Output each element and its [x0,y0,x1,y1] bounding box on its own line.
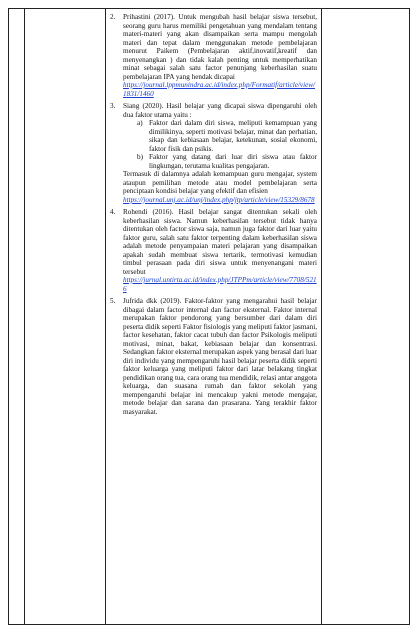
column-divider-3 [321,9,322,624]
sub-text: Faktor dari dalam diri siswa, meliputi kemampuan yang dimilikinya, seperti motivasi belajar, minat dan perhatian, sikap dan kebiasaan belajar, ketekunan, sosial ekonomi, faktor fisik dan psikis. [149,119,317,153]
column-divider-2 [105,9,106,624]
reference-link[interactable]: https://journal.unj.ac.id/unj/index.php/jtp/article/view/15329/8678 [123,195,315,204]
sub-marker: a) [137,119,143,127]
sub-marker: b) [137,153,143,161]
sub-item-a [137,119,317,153]
reference-link[interactable]: https://jurnal.untirta.ac.id/index.php/JTPPm/article/view/7708/5216 [123,276,317,293]
reference-item-3 [110,102,317,204]
reference-item-5 [110,297,317,416]
sub-text: Faktor yang datang dari luar diri siswa atau faktor lingkungan, terutama kualitas pengajaran. [149,153,317,170]
sub-list [123,119,317,170]
reference-cell [109,13,317,420]
reference-number: 5. [110,297,116,305]
reference-table [8,8,410,625]
reference-list [109,13,317,416]
reference-text: Siang (2020). Hasil belajar yang dicapai siswa dipengaruhi oleh dua faktor utama yaitu : [123,102,317,119]
reference-link[interactable]: https://journal.lppmunindra.ac.id/index.php/Formatif/article/view/1831/1460 [123,81,316,98]
column-divider-1 [24,9,25,624]
reference-item-2 [110,13,317,98]
reference-number: 2. [110,13,116,21]
sub-item-b [137,153,317,170]
reference-text: Rohendi (2016). Hasil belajar sangat ditentukan sekali oleh keberhasilan siswa. Namun keberhasilan tersebut tidak hanya ditentukan oleh factor siswa saja, namun juga faktor dari luar yaitu faktor guru, salah satu faktor terpenting dalam keberhasilan siswa adalah metode penyampaian materi pelajaran yang disampaikan apakah sudah membuat siswa tertarik, termotivasi kemudian timbul perasaan pada diri siswa untuk menyenangani materi tersebut [123,208,317,276]
reference-item-4 [110,208,317,293]
reference-number: 3. [110,102,116,110]
reference-text-continued: Termasuk di dalamnya adalah kemampuan guru mengajar, system ataupun pemilihan metode atau model pembelajaran serta penciptaan kondisi belajar yang efektif dan efisien [123,170,317,195]
reference-number: 4. [110,208,116,216]
reference-text: Prihastini (2017). Untuk mengubah hasil belajar siswa tersebut, seorang guru harus memiliki pengetahuan yang mendalam tentang materi-materi yang akan disampaikan serta mampu mengolah materi dan tepat dalam menggunakan metode pembelajaran menurut Paikem (Pembelajaran aktif,inovatif,kreatif dan menyenangkan ) dan tidak kalah penting untuk memperhatikan minat sebagai salah satu factor penunjang keberhasilan suatu pembelajaran IPA yang hendak dicapai [123,13,317,81]
reference-text: Jufrida dkk (2019). Faktor-faktor yang mengarahui hasil belajar dibagai dalam factor internal dan factor eksternal. Faktor internal merupakan faktor pendorong yang bersumber dari dalam diri peserta didik seperti Faktor fisiologis yang meliputi faktor jasmani, factor kesehatan, faktor cacat tubuh dan factor Psikologis meliputi motivasi, minat, bakat, kebiasaan belajar dan konsentrasi. Sedangkan faktor eksternal merupakan aspek yang berasal dari luar diri individu yang mempengaruhi hasil belajar peserta didik seperti faktor keluarga yang meliputi faktor dari latar belakang tingkat pendidikan orang tua, cara orang tua mendidik, relasi antar anggota keluarga, dan suasana rumah dan faktor sekolah yang mempengaruhi belajar ini mencakup yakni metode mengajar, metode belajar dan sarana dan prasarana. Yang terakhir faktor masyarakat. [123,297,317,416]
